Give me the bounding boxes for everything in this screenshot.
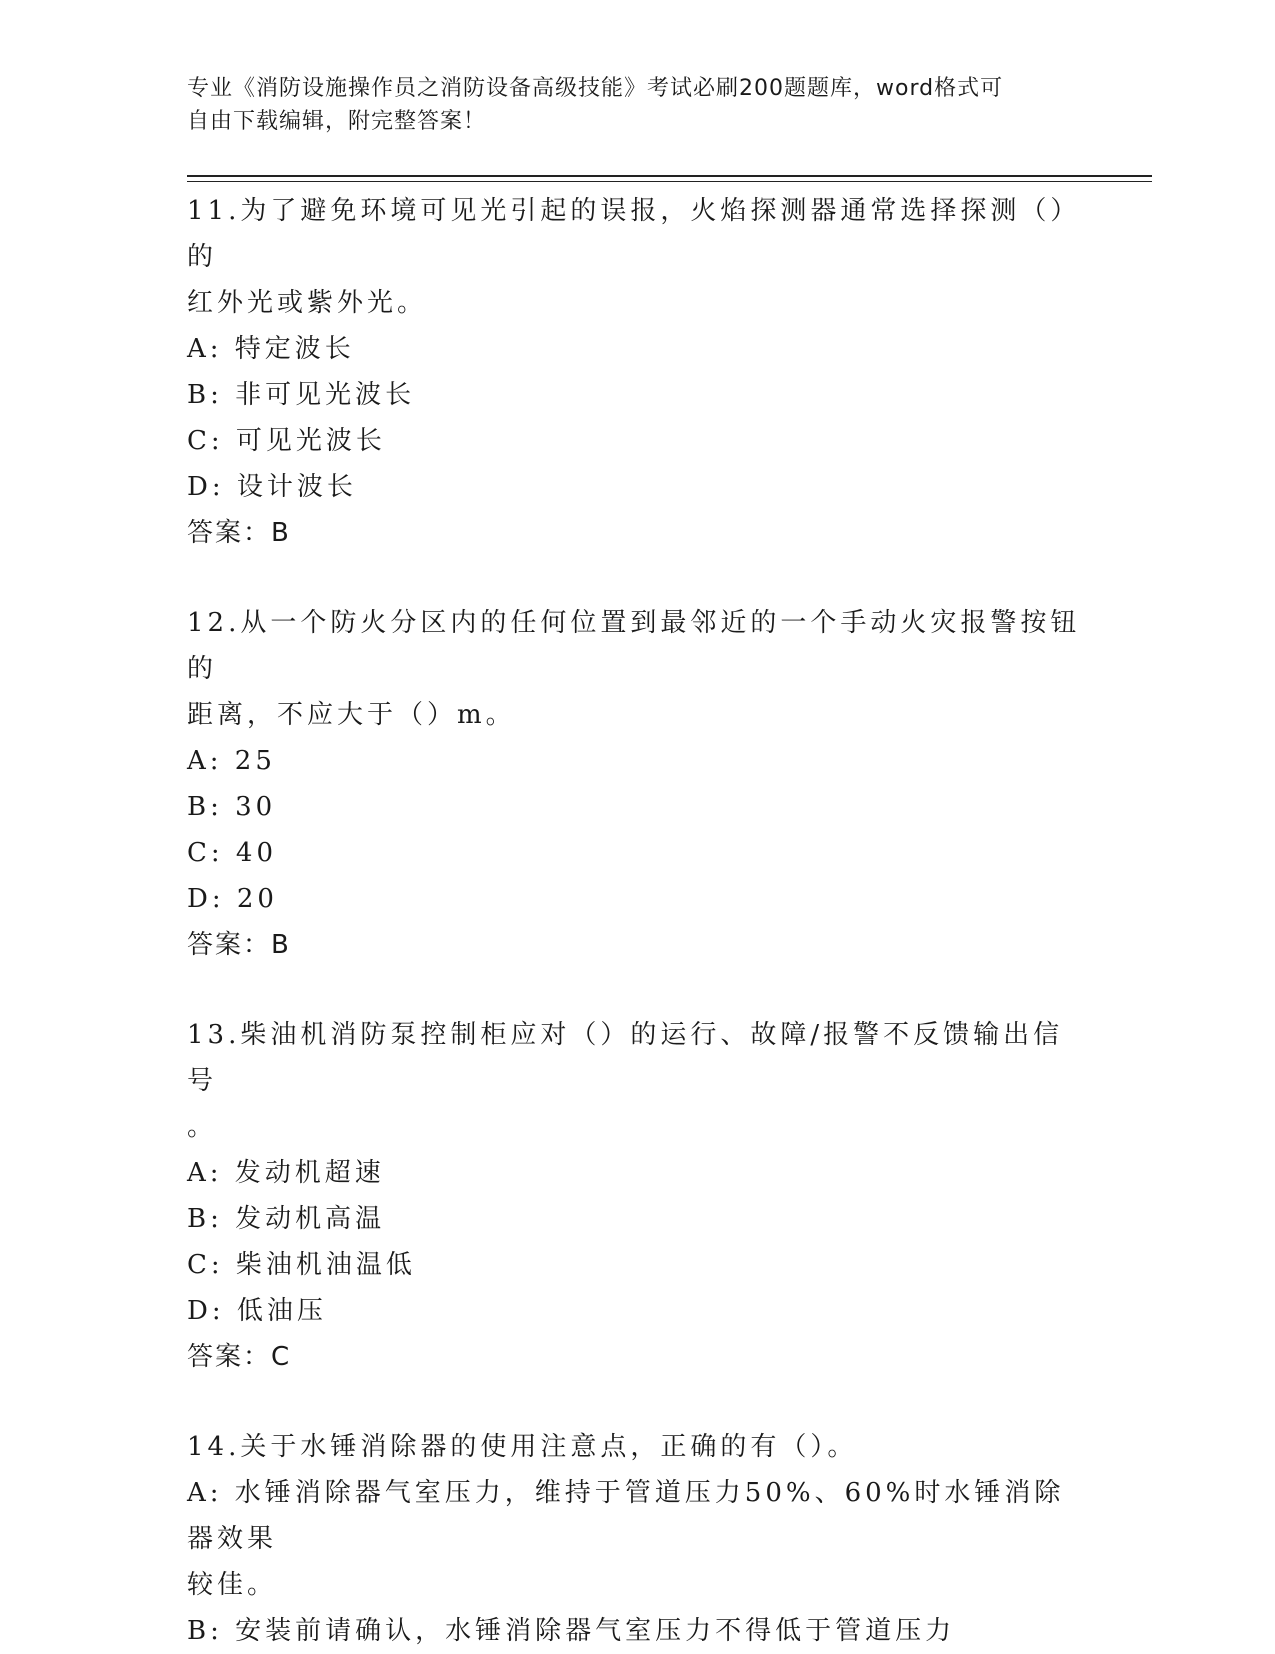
question-stem-line: 11.为了避免环境可见光引起的误报，火焰探测器通常选择探测（）的: [187, 196, 1081, 272]
header-rule-thin: [187, 181, 1152, 182]
option-c: C: 40: [187, 838, 278, 868]
option-b: B: 发动机高温: [187, 1204, 386, 1234]
question-stem-line: 距离，不应大于（）m。: [187, 700, 516, 730]
option-a-continued: 较佳。: [187, 1570, 278, 1600]
option-c: C: 柴油机油温低: [187, 1250, 416, 1280]
option-c: C: 可见光波长: [187, 426, 386, 456]
question-stem-line: 红外光或紫外光。: [187, 288, 428, 318]
question-11: [187, 188, 1087, 556]
question-stem-line: 12.从一个防火分区内的任何位置到最邻近的一个手动火灾报警按钮的: [187, 608, 1081, 684]
question-14: [187, 1424, 1087, 1654]
question-12: [187, 600, 1087, 968]
header-line-1: 专业《消防设施操作员之消防设备高级技能》考试必刷200题题库，word格式可: [187, 76, 1004, 101]
header-rule-thick: [187, 175, 1152, 177]
question-stem-line: 13.柴油机消防泵控制柜应对（）的运行、故障/报警不反馈输出信号: [187, 1020, 1064, 1096]
option-b: B: 非可见光波长: [187, 380, 416, 410]
option-a: A: 25: [187, 746, 276, 776]
question-stem-line: 。: [187, 1112, 218, 1142]
option-d: D: 20: [187, 884, 278, 914]
option-a: A: 水锤消除器气室压力，维持于管道压力50%、60%时水锤消除器效果: [187, 1478, 1065, 1554]
option-b: B: 安装前请确认，水锤消除器气室压力不得低于管道压力: [187, 1616, 956, 1646]
header-line-2: 自由下载编辑，附完整答案！: [187, 109, 487, 134]
question-spacer: [187, 968, 1087, 1012]
option-d: D: 设计波长: [187, 472, 357, 502]
answer-line: 答案：B: [187, 518, 291, 548]
question-spacer: [187, 556, 1087, 600]
question-13: [187, 1012, 1087, 1380]
answer-line: 答案：C: [187, 1342, 292, 1372]
question-spacer: [187, 1380, 1087, 1424]
option-a: A: 发动机超速: [187, 1158, 385, 1188]
question-stem-line: 14.关于水锤消除器的使用注意点，正确的有（）。: [187, 1432, 858, 1462]
option-a: A: 特定波长: [187, 334, 355, 364]
option-b: B: 30: [187, 792, 277, 822]
question-list: [187, 188, 1087, 1654]
answer-line: 答案：B: [187, 930, 291, 960]
option-d: D: 低油压: [187, 1296, 327, 1326]
document-header: [187, 72, 1067, 138]
